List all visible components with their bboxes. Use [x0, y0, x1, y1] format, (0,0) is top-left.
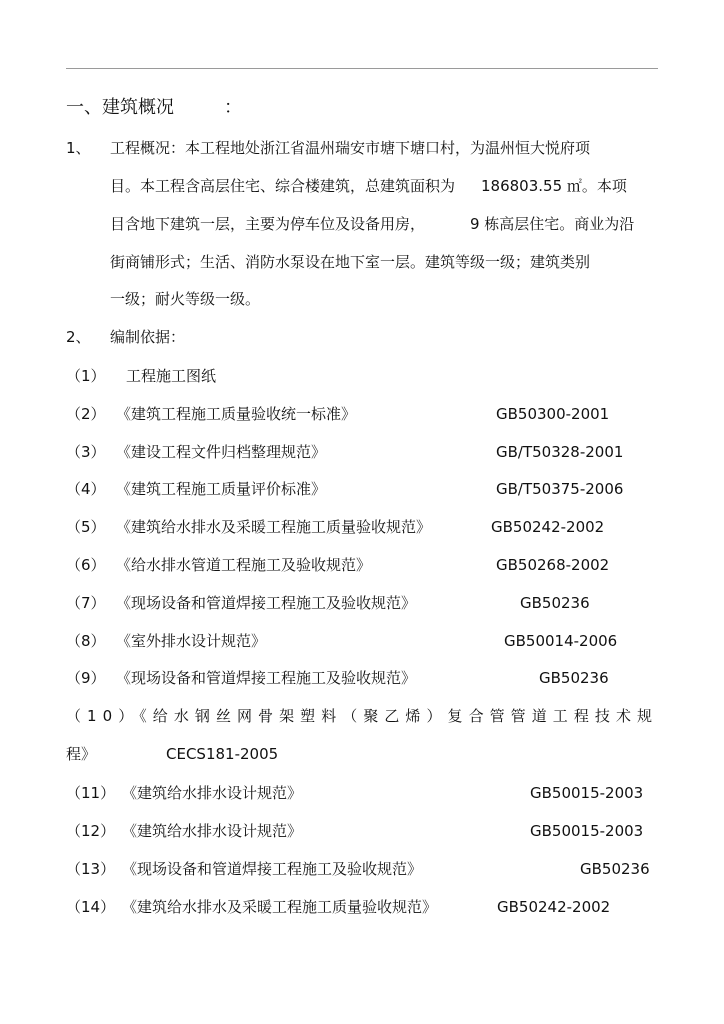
ref-code: GB50242-2002 — [497, 898, 611, 916]
ref10-code: CECS181-2005 — [166, 745, 279, 763]
ref10-line-2: 程》 — [66, 745, 97, 763]
ref-number: （9） — [66, 669, 106, 687]
ref-title: 《建筑工程施工质量验收统一标准》 — [116, 405, 357, 423]
item1-line-1: 工程概况：本工程地处浙江省温州瑞安市塘下塘口村，为温州恒大悦府项 — [110, 139, 591, 157]
ref-code: GB50236 — [539, 669, 609, 687]
ref-code: GB50015-2003 — [530, 822, 644, 840]
ref-number: （13） — [66, 860, 116, 878]
ref-title: 工程施工图纸 — [126, 367, 217, 385]
ref-number: （14） — [66, 898, 116, 916]
ref-code: GB/T50375-2006 — [496, 480, 624, 498]
item1-floors-text: 9 栋高层住宅。商业为沿 — [470, 215, 635, 233]
ref-title: 《建设工程文件归档整理规范》 — [116, 443, 327, 461]
item1-line-2: 目。本工程含高层住宅、综合楼建筑，总建筑面积为 — [110, 177, 456, 195]
ref-number: （11） — [66, 784, 116, 802]
ref-title: 《建筑工程施工质量评价标准》 — [116, 480, 327, 498]
item1-line-4: 街商铺形式；生活、消防水泵设在地下室一层。建筑等级一级；建筑类别 — [110, 253, 591, 271]
item1-line-3: 目含地下建筑一层，主要为停车位及设备用房， — [110, 215, 426, 233]
ref-title: 《现场设备和管道焊接工程施工及验收规范》 — [116, 594, 417, 612]
ref-title: 《现场设备和管道焊接工程施工及验收规范》 — [122, 860, 423, 878]
ref-code: GB50236 — [520, 594, 590, 612]
ref-code: GB50015-2003 — [530, 784, 644, 802]
ref-number: （2） — [66, 405, 106, 423]
ref-number: （12） — [66, 822, 116, 840]
ref-number: （1） — [66, 367, 106, 385]
section-colon: ： — [224, 97, 242, 118]
ref-title: 《建筑给水排水设计规范》 — [122, 822, 303, 840]
ref-title: 《给水排水管道工程施工及验收规范》 — [116, 556, 372, 574]
ref-number: （8） — [66, 632, 106, 650]
ref-title: 《建筑给水排水及采暖工程施工质量验收规范》 — [122, 898, 438, 916]
item1-area-value: 186803.55 ㎡。本项 — [481, 177, 627, 195]
ref-code: GB/T50328-2001 — [496, 443, 624, 461]
ref-code: GB50236 — [580, 860, 650, 878]
ref-number: （4） — [66, 480, 106, 498]
item2-label: 编制依据： — [110, 328, 186, 346]
item1-number: 1、 — [66, 139, 91, 157]
ref-number: （7） — [66, 594, 106, 612]
ref-number: （6） — [66, 556, 106, 574]
ref-code: GB50242-2002 — [491, 518, 605, 536]
item2-number: 2、 — [66, 328, 91, 346]
ref-title: 《室外排水设计规范》 — [116, 632, 267, 650]
header-rule — [66, 68, 658, 69]
ref-title: 《建筑给水排水及采暖工程施工质量验收规范》 — [116, 518, 432, 536]
item1-line-5: 一级；耐火等级一级。 — [110, 290, 261, 308]
ref-number: （3） — [66, 443, 106, 461]
ref-code: GB50014-2006 — [504, 632, 618, 650]
ref-title: 《建筑给水排水设计规范》 — [122, 784, 303, 802]
ref-code: GB50300-2001 — [496, 405, 610, 423]
ref10-line-1: （10）《给水钢丝网骨架塑料（聚乙烯）复合管管道工程技术规 — [66, 707, 658, 725]
section-title: 一、建筑概况 — [66, 97, 174, 118]
ref-title: 《现场设备和管道焊接工程施工及验收规范》 — [116, 669, 417, 687]
ref-code: GB50268-2002 — [496, 556, 610, 574]
section-heading — [66, 96, 242, 120]
ref-number: （5） — [66, 518, 106, 536]
